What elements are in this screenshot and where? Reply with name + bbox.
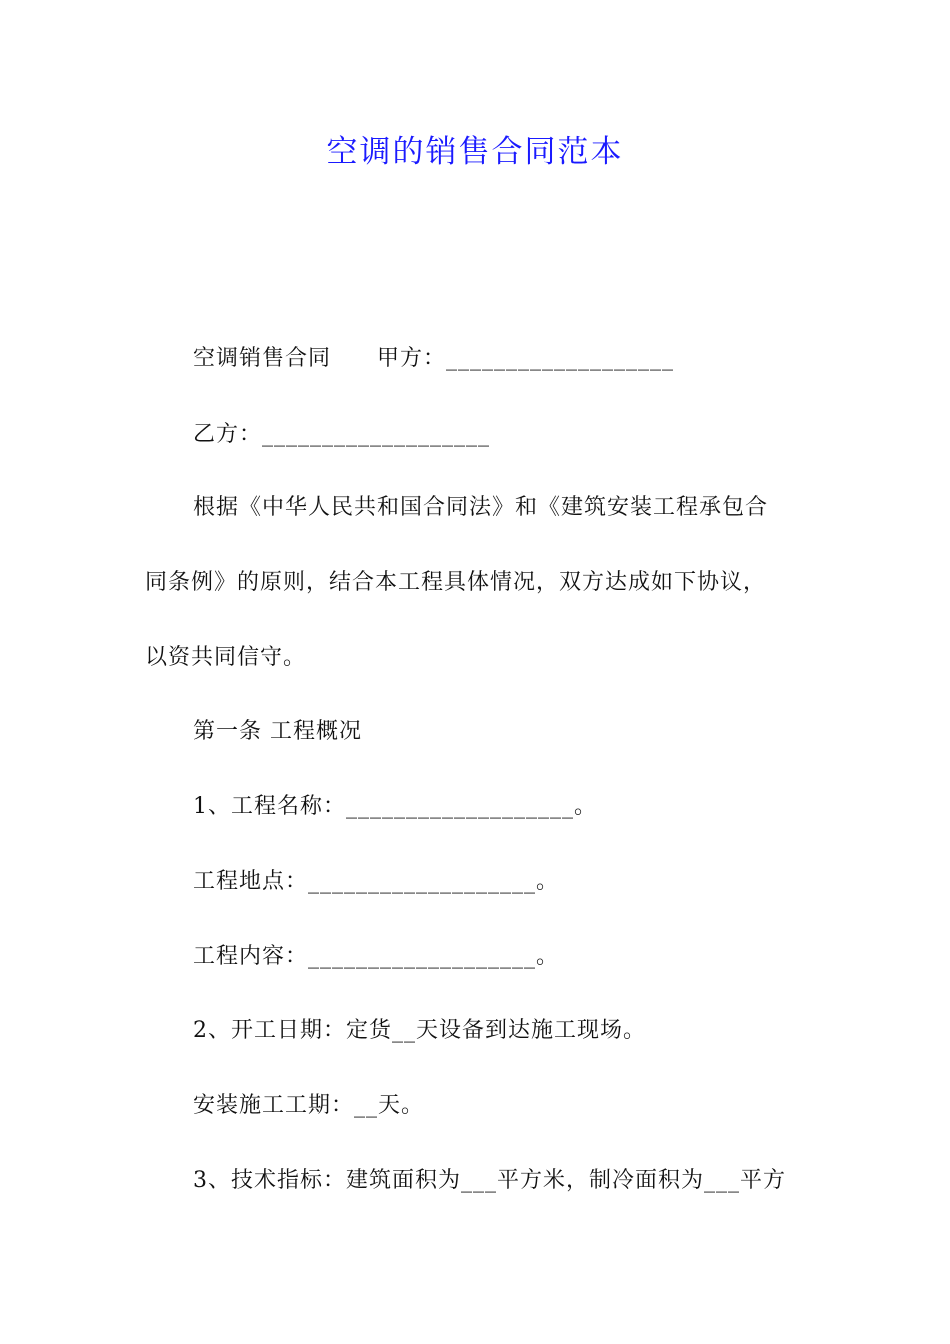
preamble-line-1: 根据《中华人民共和国合同法》和《建筑安装工程承包合 bbox=[193, 495, 769, 520]
article-1-heading: 第一条 工程概况 bbox=[193, 719, 362, 744]
document-title: 空调的销售合同范本 bbox=[326, 134, 624, 170]
preamble-line-3: 以资共同信守。 bbox=[145, 645, 307, 670]
contract-header-party-a: 空调销售合同 甲方：___________________ bbox=[193, 346, 675, 371]
project-content-line: 工程内容：___________________。 bbox=[193, 944, 560, 969]
preamble-line-2: 同条例》的原则，结合本工程具体情况，双方达成如下协议， bbox=[145, 570, 767, 595]
start-date-line: 2、开工日期：定货__天设备到达施工现场。 bbox=[193, 1018, 646, 1043]
project-name-line: 1、工程名称：___________________。 bbox=[193, 794, 597, 819]
party-b-line: 乙方：___________________ bbox=[193, 422, 491, 447]
technical-indicators-line: 3、技术指标：建筑面积为___平方米，制冷面积为___平方 bbox=[193, 1168, 786, 1193]
project-location-line: 工程地点：___________________。 bbox=[193, 869, 560, 894]
construction-period-line: 安装施工工期：__天。 bbox=[193, 1093, 425, 1118]
